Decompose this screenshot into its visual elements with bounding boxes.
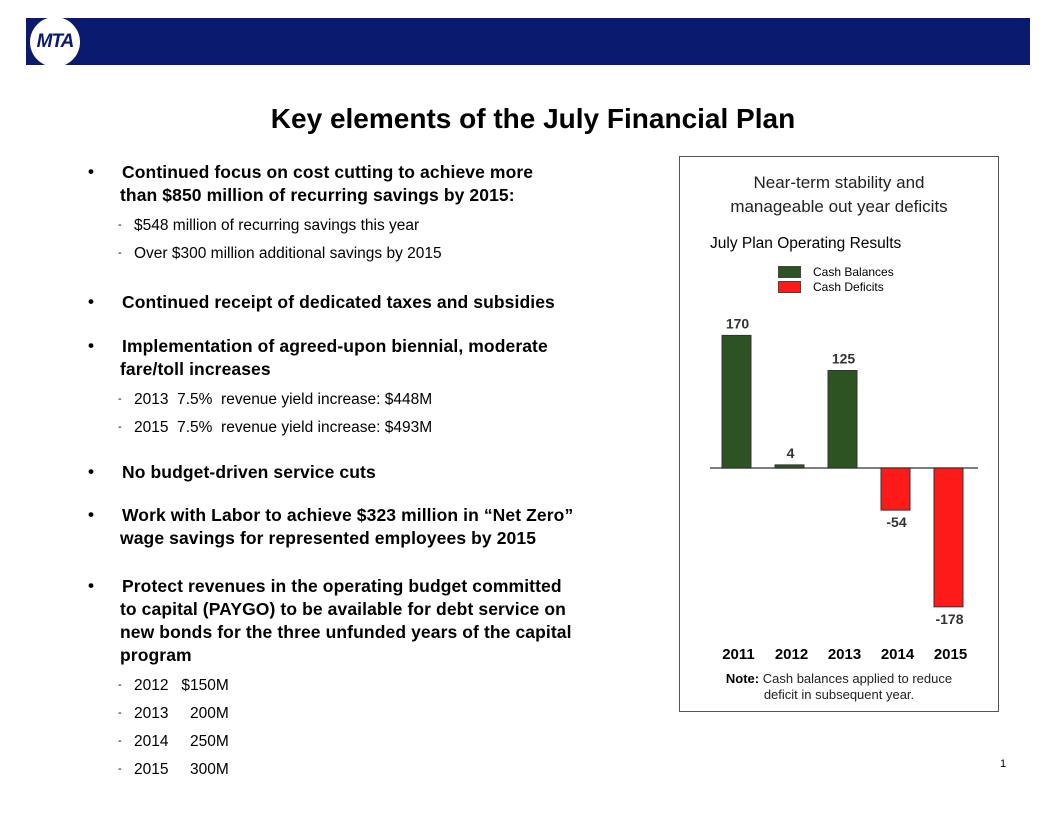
bullet-text-line: program bbox=[120, 645, 192, 665]
bullet-dot: • bbox=[88, 162, 94, 181]
sub-bullet-dash: - bbox=[118, 763, 122, 775]
sub-bullet-item bbox=[118, 245, 442, 263]
sub-bullet-text: $548 million of recurring savings this year bbox=[134, 217, 420, 234]
sub-bullet-text: Over $300 million additional savings by 2015 bbox=[134, 245, 442, 262]
bullet-text-line: Continued receipt of dedicated taxes and subsidies bbox=[122, 292, 555, 312]
x-tick-label-2013: 2013 bbox=[827, 646, 862, 663]
bullet-dot: • bbox=[88, 576, 94, 595]
x-tick-label-2014: 2014 bbox=[880, 646, 915, 663]
bullet-dot: • bbox=[88, 336, 94, 355]
data-label-2015: -178 bbox=[935, 610, 964, 627]
chart-note bbox=[680, 671, 998, 703]
sub-bullet-item bbox=[118, 761, 229, 779]
x-tick-label-2012: 2012 bbox=[774, 646, 809, 663]
sub-bullet-dash: - bbox=[118, 247, 122, 259]
bullet-text-line: fare/toll increases bbox=[120, 359, 271, 379]
sub-bullet-dash: - bbox=[118, 707, 122, 719]
data-label-2014: -54 bbox=[886, 514, 907, 531]
bullet-text-line: to capital (PAYGO) to be available for debt service on bbox=[120, 599, 566, 619]
sub-bullet-item bbox=[118, 677, 229, 695]
sub-bullet-item bbox=[118, 733, 229, 751]
data-label-2011: 170 bbox=[725, 315, 750, 332]
bullet-text-line: Work with Labor to achieve $323 million in “Net Zero” bbox=[122, 505, 574, 525]
sub-bullet-text: 2015 7.5% revenue yield increase: $493M bbox=[134, 419, 433, 436]
sub-bullet-item bbox=[118, 419, 433, 437]
data-label-2012: 4 bbox=[786, 444, 795, 461]
page-number: 1 bbox=[1000, 758, 1007, 770]
sub-bullet-item bbox=[118, 391, 433, 409]
legend-label-cash-deficits: Cash Deficits bbox=[813, 280, 884, 294]
page-title: Key elements of the July Financial Plan bbox=[270, 103, 796, 134]
bar-2012 bbox=[775, 465, 804, 468]
mta-logo bbox=[30, 17, 80, 67]
sub-bullet-item bbox=[118, 705, 229, 723]
sub-bullet-dash: - bbox=[118, 735, 122, 747]
bar-2014 bbox=[881, 468, 910, 510]
chart-title: July Plan Operating Results bbox=[710, 235, 902, 252]
sub-bullet-dash: - bbox=[118, 393, 122, 405]
data-label-2013: 125 bbox=[831, 350, 856, 367]
bar-2015 bbox=[934, 468, 963, 607]
header-band bbox=[26, 18, 1030, 65]
sub-bullet-dash: - bbox=[118, 421, 122, 433]
bullet-text-line: Continued focus on cost cutting to achieve more bbox=[122, 162, 534, 182]
bullet-text-line: No budget-driven service cuts bbox=[122, 462, 376, 482]
sub-bullet-item bbox=[118, 217, 420, 235]
bullet-dot: • bbox=[88, 462, 94, 481]
bar-2013 bbox=[828, 371, 857, 469]
note-text-2: deficit in subsequent year. bbox=[763, 687, 915, 702]
bar-2011 bbox=[722, 335, 751, 468]
x-tick-label-2015: 2015 bbox=[933, 646, 968, 663]
bullet-text-line: new bonds for the three unfunded years of the capital bbox=[120, 622, 572, 642]
bullet-text-line: Protect revenues in the operating budget committed bbox=[122, 576, 562, 596]
panel-heading-line-2: manageable out year deficits bbox=[730, 197, 948, 216]
panel-heading-line-1: Near-term stability and bbox=[753, 173, 925, 192]
sub-bullet-text: 2013 7.5% revenue yield increase: $448M bbox=[134, 391, 433, 408]
bullet-dot: • bbox=[88, 292, 94, 311]
note-label: Note: bbox=[725, 671, 760, 686]
note-text-1: Cash balances applied to reduce bbox=[762, 671, 953, 686]
sub-bullet-dash: - bbox=[118, 679, 122, 691]
bullet-text-line: Implementation of agreed-upon biennial, moderate bbox=[122, 336, 548, 356]
chart-panel bbox=[679, 156, 999, 712]
x-tick-label-2011: 2011 bbox=[722, 646, 755, 663]
bullet-text-line: wage savings for represented employees by 2015 bbox=[120, 528, 537, 548]
legend-label-cash-balances: Cash Balances bbox=[813, 265, 894, 279]
sub-bullet-dash: - bbox=[118, 219, 122, 231]
bullet-text-line: than $850 million of recurring savings by 2015: bbox=[120, 185, 515, 205]
sub-bullet-text: 2015 300M bbox=[134, 761, 229, 778]
bullet-dot: • bbox=[88, 505, 94, 524]
bar-chart bbox=[680, 157, 998, 711]
logo-text: MTA bbox=[36, 31, 74, 52]
sub-bullet-text: 2013 200M bbox=[134, 705, 229, 722]
sub-bullet-text: 2012 $150M bbox=[134, 677, 229, 694]
sub-bullet-text: 2014 250M bbox=[134, 733, 229, 750]
